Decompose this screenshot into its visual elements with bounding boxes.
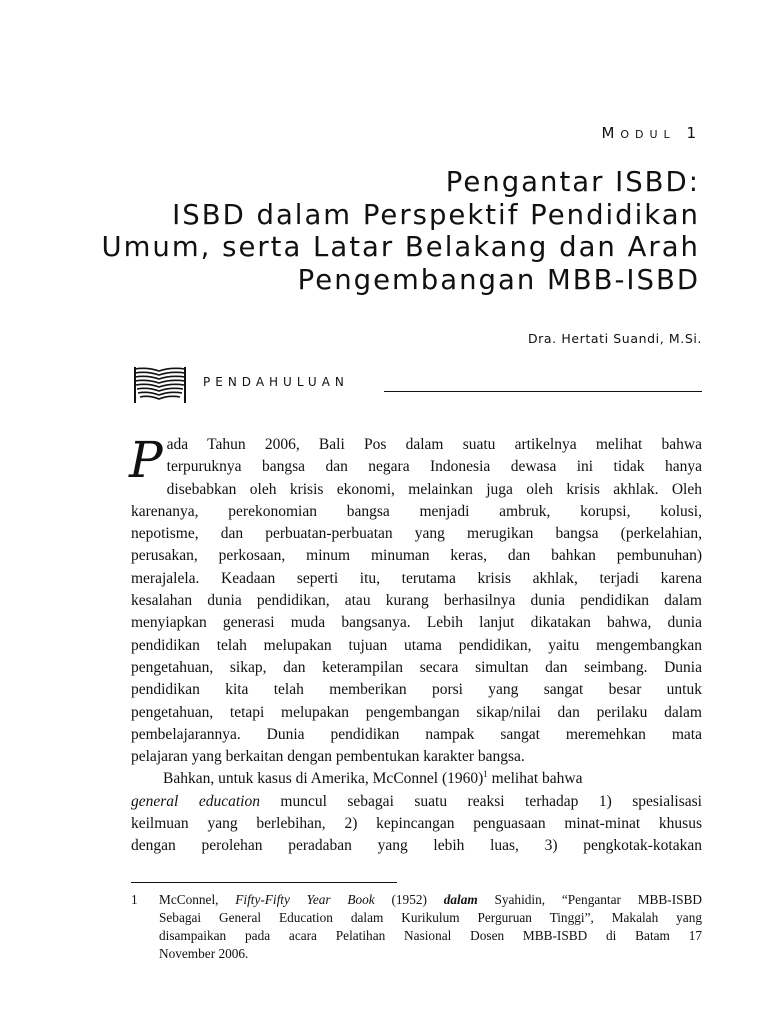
text-line: pembelajarannya. Dunia pendidikan nampak sangat meremehkan mata [131,725,702,743]
footnote-line: November 2006. [159,946,249,961]
title-line: Pengembangan MBB-ISBD [297,263,700,296]
text-line: karenanya, perekonomian bangsa menjadi ambruk, korupsi, kolusi, [131,502,702,520]
text-line: pengetahuan, sikap, dan keterampilan secara simultan dan seimbang. Dunia [131,658,702,676]
footnote-line: McConnel, Fifty-Fifty Year Book (1952) dalam Syahidin, “Pengantar MBB-ISBD [159,892,702,907]
body-text [129,431,702,858]
footnote-number: 1 [131,892,138,907]
text-line: disebabkan oleh krisis ekonomi, melainkan juga oleh krisis akhlak. Oleh [166,480,702,498]
text-line: kesalahan dunia pendidikan, atau kurang berhasilnya dunia pendidikan dalam [131,592,702,610]
title-line: Pengantar ISBD: [445,166,700,198]
text-line: ada Tahun 2006, Bali Pos dalam suatu artikelnya melihat bahwa [166,436,702,453]
drop-cap: P [129,431,163,489]
title-line: Umum, serta Latar Belakang dan Arah [101,231,700,263]
text-line: perusakan, perkosaan, minum minuman keras, dan bahkan pembunuhan) [131,547,702,565]
book-icon [133,365,187,405]
title-line: ISBD dalam Perspektif Pendidikan [172,198,700,231]
heading-rule [384,391,702,392]
paragraph [131,768,702,857]
text-line: menyiapkan generasi muda bangsanya. Lebih lanjut dikatakan bahwa, dunia [131,614,702,632]
text-line: general education muncul sebagai suatu reaksi terhadap 1) spesialisasi [131,792,702,810]
footnote-line: Sebagai General Education dalam Kurikulum Perguruan Tinggi”, Makalah yang [159,910,702,925]
text-line: terpuruknya bangsa dan negara Indonesia dewasa ini tidak hanya [166,458,702,476]
text-line: pelajaran yang berkaitan dengan pembentukan karakter bangsa. [131,748,525,766]
book-title: Fifty-Fifty Year Book [235,892,375,907]
footnote-rule [131,882,397,883]
emphasis: general education [131,792,260,810]
text-line: nepotisme, dan perbuatan-perbuatan yang merugikan bangsa (perkelahian, [131,525,702,543]
text-line: pengetahuan, tetapi melupakan pengembangan sikap/nilai dan perilaku dalam [131,703,702,721]
emphasis: dalam [443,892,478,907]
module-label: Modul 1 [601,124,702,142]
footnote [131,891,702,963]
section-heading: PENDAHULUAN [203,375,349,389]
text-line: pendidikan kita telah memberikan porsi yang sangat besar untuk [131,681,702,699]
text-line: Bahkan, untuk kasus di Amerika, McConnel $(1960)^1$ melihat bahwa [163,769,583,788]
text-line: pendidikan telah melupakan tujuan utama pendidikan, yaitu mengembangkan [131,636,702,654]
footnote-ref[interactable]: 1 [483,769,488,780]
footnote-text [159,891,702,963]
author: Dra. Hertati Suandi, M.Si. [527,331,702,346]
text-line: keilmuan yang berlebihan, 2) kepincangan penguasaan minat-minat khusus [131,815,702,833]
paragraph [129,431,702,768]
text-line: dengan perolehan peradaban yang lebih luas, 3) pengkotak-kotakan [131,837,702,855]
text-line: merajalela. Keadaan seperti itu, terutama krisis akhlak, terjadi karena [131,569,702,587]
footnote-line: disampaikan pada acara Pelatihan Nasional Dosen MBB-ISBD di Batam 17 [159,928,702,943]
chapter-title [90,166,700,296]
